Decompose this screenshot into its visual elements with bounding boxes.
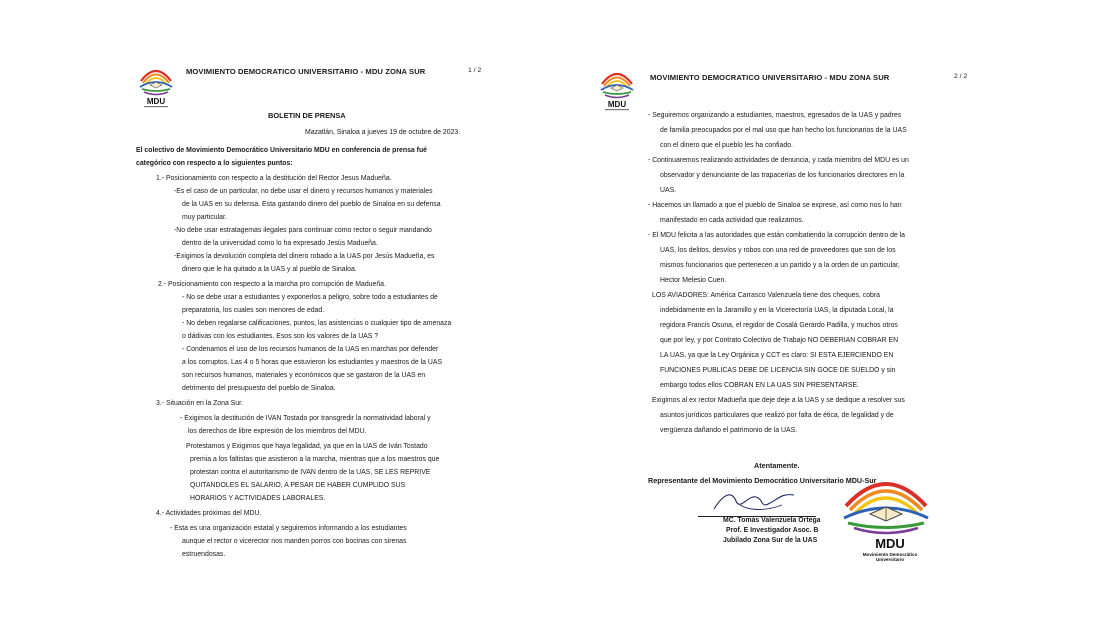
representative-line: Representante del Movimiento Democrático Universitario MDU-Sur (648, 476, 877, 485)
paragraph-line: protestan contra el autoritarismo de IVAN dentro de la UAS, SE LES REPRIVE (190, 469, 431, 476)
paragraph-line: manifestado en cada actividad que realizamos. (660, 217, 804, 224)
signature-title: Prof. E Investigador Asoc. B (726, 527, 819, 534)
paragraph-line: vergüenza dañando el patrimonio de la UAS. (660, 427, 798, 434)
paragraph-line: mismos funcionarios que pertenecen a un partido y a la orden de un particular, (660, 262, 900, 269)
paragraph-line: - No se debe usar a estudiantes y exponerlos a peligro, sobre todo a estudiantes de (182, 294, 438, 301)
paragraph-line: detrimento del presupuesto del pueblo de Sinaloa. (182, 385, 336, 392)
paragraph-line: - Esta es una organización estatal y seguiremos informando a los estudiantes (170, 525, 407, 532)
mdu-logo-icon (135, 63, 177, 111)
paragraph-line: de familia preocupados por el mal uso que han hecho los funcionarios de la UAS (660, 127, 907, 134)
paragraph-line: Hector Melesio Cuen. (660, 277, 727, 284)
seal-title: MDU (875, 536, 905, 551)
paragraph-line: -Es el caso de un particular, no debe usar el dinero y recursos humanos y materiales (174, 188, 433, 195)
page-number: 1 / 2 (468, 67, 482, 74)
intro-line: categórico con respecto a lo siguientes puntos: (136, 160, 293, 167)
paragraph-line: - Condenamos el uso de los recursos humanos de la UAS en marchas por defender (182, 346, 439, 353)
header-title: MOVIMIENTO DEMOCRATICO UNIVERSITARIO - MDU ZONA SUR (650, 73, 890, 82)
paragraph-line: estruendosas. (182, 551, 226, 558)
paragraph-line: UAS. (660, 187, 677, 194)
paragraph-line: indebidamente en la Jaramillo y en la Vicerectoría UAS, la diputada Local, la (660, 307, 894, 314)
section-heading: 1.- Posicionamiento con respecto a la destitución del Rector Jesus Madueña. (156, 175, 392, 182)
seal-subtitle: Universitario (875, 557, 905, 562)
paragraph-line: LA UAS, ya que la Ley Orgánica y CCT es claro: SI ESTA EJERCIENDO EN (660, 352, 894, 359)
mdu-logo-icon (596, 66, 638, 114)
paragraph-line: - Continuaremos realizando actividades de denuncia, y cada miembro del MDU es un (648, 157, 909, 164)
paragraph-line: Protestamos y Exigimos que haya legalidad, ya que en la UAS de Iván Tostado (186, 443, 428, 450)
paragraph-line: dentro de la universidad como lo ha expresado Jesús Madueña. (182, 240, 378, 247)
paragraph-line: UAS, los delitos, desvíos y robos con una red de proveedores que son de los (660, 247, 896, 254)
paragraph-line: son recursos humanos, materiales y económicos que se gastaron de la UAS en (182, 372, 426, 379)
section-heading: 3.- Situación en la Zona Sur. (156, 400, 243, 407)
handwritten-signature (710, 487, 800, 515)
paragraph-line: o dádivas con los estudiantes. Esos son los valores de la UAS ? (182, 333, 379, 340)
paragraph-line: muy particular. (182, 214, 227, 221)
paragraph-line: - Exigimos la destitución de IVAN Tostado por transgredir la normatividad laboral y (180, 415, 431, 422)
header-title: MOVIMIENTO DEMOCRATICO UNIVERSITARIO - MDU ZONA SUR (186, 67, 426, 76)
paragraph-line: HORARIOS Y ACTIVIDADES LABORALES. (190, 495, 326, 502)
paragraph-line: embargo todos ellos COBRAN EN LA UAS SIN PRESENTARSE. (660, 382, 860, 389)
paragraph-line: -No debe usar estratagemas ilegales para continuar como rector o seguir mandando (174, 227, 432, 234)
paragraph-line: los derechos de libre expresión de los miembros del MDU. (188, 428, 367, 435)
seal-subtitle: Movimiento Democrático (862, 552, 918, 557)
paragraph-line: QUITANDOLES EL SALARIO, A PESAR DE HABER CUMPLIDO SUS (190, 482, 406, 489)
closing: Atentamente. (754, 461, 800, 470)
paragraph-line: aunque el rector o vicerector nos manden porros con bocinas con sirenas (182, 538, 407, 545)
paragraph-line: observador y denunciante de las trapacerías de los funcionarios directores en la (660, 172, 905, 179)
date-line: Mazatlán, Sinaloa a jueves 19 de octubre de 2023. (305, 129, 461, 136)
paragraph-line: asuntos jurídicos particulares que realizó por falta de ética, de legalidad y de (660, 412, 894, 419)
mdu-seal-icon (836, 468, 936, 564)
document-page-1 (130, 55, 490, 585)
page-number: 2 / 2 (954, 73, 968, 80)
paragraph-line: FUNCIONES PUBLICAS DEBE DE LICENCIA SIN GOCE DE SUELDO y sin (660, 367, 896, 374)
paragraph-line: - Seguiremos organizando a estudiantes, maestros, egresados de la UAS y padres (648, 112, 902, 119)
paragraph-line: preparatoria, los cuales son menores de edad. (182, 307, 325, 314)
document-title: BOLETIN DE PRENSA (268, 111, 346, 120)
intro-line: El colectivo de Movimiento Democrático Universitario MDU en conferencia de prensa fué (136, 147, 428, 154)
paragraph-line: LOS AVIADORES: América Carrasco Valenzuela tiene dos cheques, cobra (652, 292, 881, 299)
section-heading: 2.- Posicionamiento con respecto a la marcha pro corrupción de Madueña. (158, 281, 386, 288)
signature-name: MC. Tomás Valenzuela Ortega (723, 517, 821, 524)
document-page-2 (590, 55, 980, 585)
logo-text: MDU (146, 97, 166, 106)
signature-affiliation: Jubilado Zona Sur de la UAS (723, 537, 818, 544)
paragraph-line: con el dinero que el pueblo les ha confiado. (660, 142, 793, 149)
paragraph-line: a los corruptos. Las 4 o 5 horas que estuvieron los estudiantes y maestros de la UAS (182, 359, 443, 366)
paragraph-line: Exigimos al ex rector Madueña que deje deje a la UAS y se dedique a resolver sus (652, 397, 905, 404)
paragraph-line: - Hacemos un llamado a que el pueblo de Sinaloa se exprese, así como nos lo han (648, 202, 902, 209)
paragraph-line: que por ley, y por Contrato Colectivo de Trabajo NO DEBERIAN COBRAR EN (660, 337, 899, 344)
paragraph-line: regidora Francis Osuna, el regidor de Cosalá Gerardo Padilla, y muchos otros (660, 322, 898, 329)
paragraph-line: - El MDU felicita a las autoridades que están combatiendo la corrupción dentro de la (648, 232, 906, 239)
paragraph-line: -Exigimos la devolución completa del dinero robado a la UAS por Jesús Madueña, es (174, 253, 435, 260)
paragraph-line: de la UAS en su defensa. Esta gastando dinero del pueblo de Sinaloa en su defensa (182, 201, 441, 208)
paragraph-line: premia a los faltistas que asistieron a la marcha, mientras que a los maestros que (190, 456, 440, 463)
paragraph-line: dinero que le ha quitado a la UAS y al pueblo de Sinaloa. (182, 266, 357, 273)
section-heading: 4.- Actividades próximas del MDU. (156, 510, 262, 517)
logo-text: MDU (607, 100, 627, 109)
paragraph-line: - No deben regalarse calificaciones, puntos, las asistencias o cualquier tipo de amenaza (182, 320, 452, 327)
